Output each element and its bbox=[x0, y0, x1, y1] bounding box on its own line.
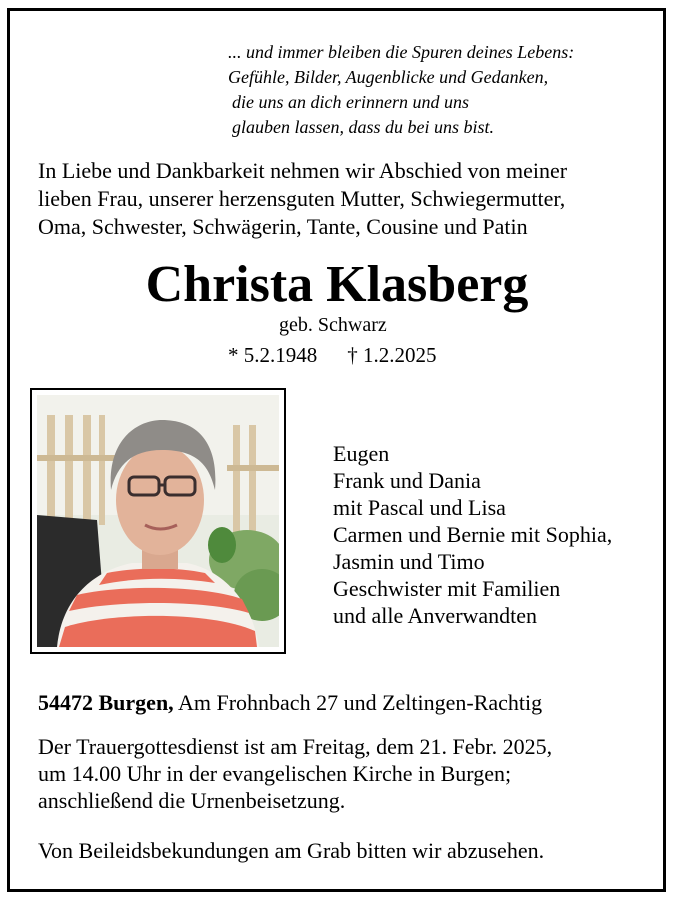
service-line: um 14.00 Uhr in der evangelischen Kirche in Burgen; bbox=[38, 761, 512, 786]
service-line: Der Trauergottesdienst ist am Freitag, dem 21. Febr. 2025, bbox=[38, 734, 553, 759]
intro-line: lieben Frau, unserer herzensguten Mutter, Schwiegermutter, bbox=[38, 186, 566, 211]
maiden-name: geb. Schwarz bbox=[279, 314, 387, 336]
family-line: Eugen bbox=[333, 441, 390, 466]
service-info bbox=[38, 733, 552, 814]
family-line: Carmen und Bernie mit Sophia, bbox=[333, 522, 613, 547]
poem bbox=[228, 40, 574, 140]
family-list bbox=[333, 440, 612, 629]
deceased-name: Christa Klasberg bbox=[145, 256, 529, 313]
poem-line: ... und immer bleiben die Spuren deines Lebens: bbox=[228, 42, 575, 62]
service-line: anschließend die Urnenbeisetzung. bbox=[38, 788, 346, 813]
poem-line: glauben lassen, dass du bei uns bist. bbox=[232, 117, 495, 137]
address-street: Am Frohnbach 27 und Zeltingen-Rachtig bbox=[173, 690, 543, 715]
life-dates bbox=[228, 342, 437, 368]
intro-text bbox=[38, 157, 567, 241]
birth-date: * 5.2.1948 bbox=[228, 343, 318, 367]
family-line: Frank und Dania bbox=[333, 468, 481, 493]
address-city: 54472 Burgen, bbox=[38, 690, 174, 715]
portrait-photo bbox=[37, 395, 279, 647]
death-date: † 1.2.2025 bbox=[347, 343, 437, 367]
portrait-frame bbox=[30, 388, 286, 654]
family-line: Jasmin und Timo bbox=[333, 549, 485, 574]
intro-line: Oma, Schwester, Schwägerin, Tante, Cousine und Patin bbox=[38, 214, 528, 239]
family-line: und alle Anverwandten bbox=[333, 603, 538, 628]
condolence-note: Von Beileidsbekundungen am Grab bitten wir abzusehen. bbox=[38, 838, 545, 863]
address bbox=[38, 689, 542, 717]
family-line: Geschwister mit Familien bbox=[333, 576, 561, 601]
family-line: mit Pascal und Lisa bbox=[333, 495, 506, 520]
poem-line: die uns an dich erinnern und uns bbox=[232, 92, 469, 112]
intro-line: In Liebe und Dankbarkeit nehmen wir Abschied von meiner bbox=[38, 158, 568, 183]
poem-line: Gefühle, Bilder, Augenblicke und Gedanken, bbox=[228, 67, 549, 87]
